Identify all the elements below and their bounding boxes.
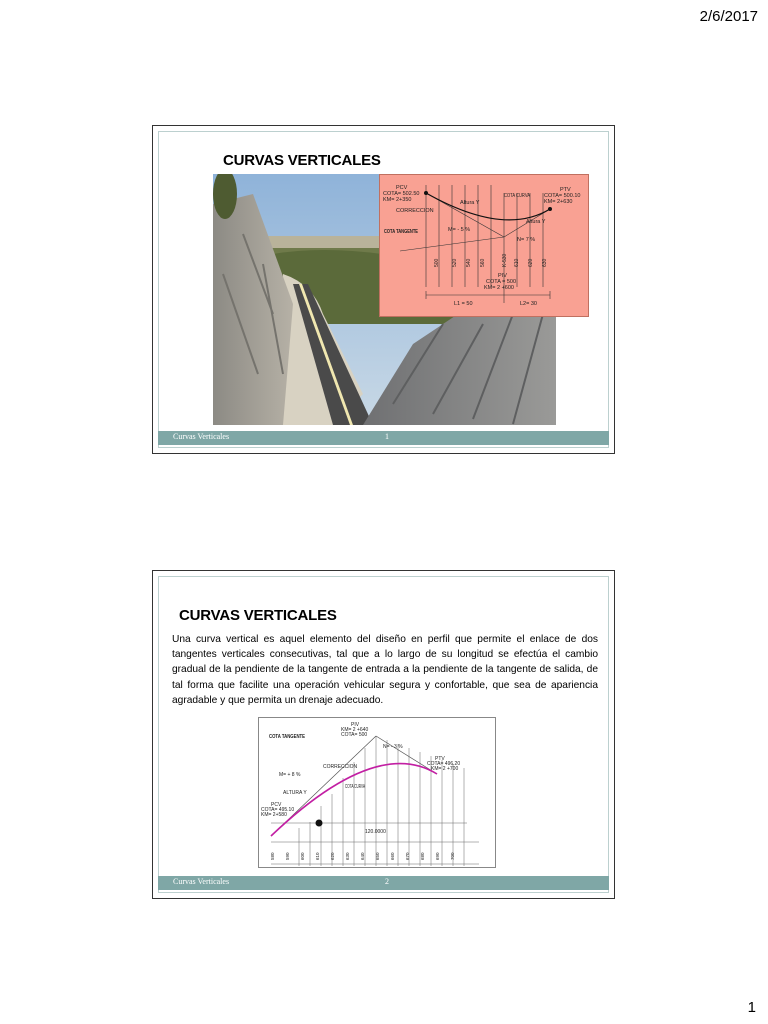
diagram2-tick: 670 [405,852,410,860]
slide-number: 2 [385,877,389,886]
diagram1-tick: 560 [480,258,486,267]
diagram1-tick: 500 [434,258,440,267]
diagram1-tick: 520 [452,258,458,267]
diagram2-piv-cota: COTA= 500 [341,732,368,738]
diagram2-tick: 700 [450,852,455,860]
diagram2-tick: 660 [390,852,395,860]
diagram2-tick: 610 [315,852,320,860]
diagram2-tick: 620 [330,852,335,860]
diagram1-tick: K-530 [502,253,508,267]
vertical-curve-diagram-sag [379,174,589,317]
diagram1-pcv: PCV [396,185,408,191]
slide-2 [152,570,615,899]
slide-footer [158,431,609,445]
slide-footer [158,876,609,890]
diagram1-tick: 610 [514,258,520,267]
diagram1-ptv: PTV [560,187,571,193]
diagram1-tick: 630 [542,258,548,267]
slide-title: CURVAS VERTICALES [223,152,381,169]
diagram2-length: 120.0000 [365,829,386,835]
diagram2-pcv-cota: COTA= 495.10 [261,807,295,813]
diagram1-tick: 540 [466,258,472,267]
diagram1-piv: PIV [498,273,507,279]
diagram2-pcv-km: KM= 2+580 [261,812,287,818]
page-date: 2/6/2017 [699,8,758,25]
diagram2-piv: PIV [351,722,360,728]
slide-1 [152,125,615,454]
diagram2-tick: 680 [420,852,425,860]
diagram1-piv-cota: COTA = 500 [486,279,517,285]
diagram1-l1: L1 = 50 [454,301,473,307]
diagram1-tick: 620 [528,258,534,267]
diagram1-piv-km: KM= 2 +600 [484,285,514,291]
diagram2-m: M= + 8 % [279,772,301,778]
diagram1-pcv-km: KM= 2+350 [383,197,412,203]
footer-title: Curvas Verticales [173,432,230,441]
diagram2-tick: 630 [345,852,350,860]
diagram1-cota-curva: COTA CURVA [504,193,531,199]
footer-title: Curvas Verticales [173,877,230,886]
crest-curve-svg [259,718,495,867]
diagram1-altura-y-left: Altura Y [460,200,480,206]
diagram2-n: N= - 3 % [383,744,403,750]
diagram2-ptv-cota: COTA= 496.20 [427,761,461,767]
diagram1-ptv-km: KM= 2+630 [544,199,573,205]
diagram2-cota-curva: COTA CURVA [345,784,366,790]
diagram1-m: M= - 5 % [448,227,471,233]
diagram2-altura-y: ALTURA Y [283,790,307,796]
slide-body-text: Una curva vertical es aquel elemento del diseño en perfil que permite el enlace de dos tangentes verticales consecutivas, tal que a lo largo de su longitud se efectúa el cambio gradual de la pendiente de la tangente de entrada a la pendiente de la tangente de salida, de tal forma que facilite una operación vehicular segura y confortable, que sea de apariencia agradable y que permita un drenaje adecuado. [172,634,598,706]
diagram2-correccion: CORRECCION [323,764,358,770]
diagram2-tick: 580 [270,852,275,860]
diagram2-tick: 640 [360,852,365,860]
diagram2-tick: 600 [300,852,305,860]
diagram2-ptv: PTV [435,756,445,762]
diagram2-tick: 590 [285,852,290,860]
diagram2-tick: 690 [435,852,440,860]
diagram1-correccion: CORRECCION [396,208,434,214]
diagram1-l2: L2= 30 [520,301,537,307]
diagram1-n: N= 7 % [517,237,536,243]
sag-curve-svg [380,175,588,316]
vertical-curve-diagram-crest [258,717,496,868]
page-number: 1 [747,999,756,1016]
diagram2-tick: 650 [375,852,380,860]
diagram1-pcv-cota: COTA= 502.50 [383,191,420,197]
diagram1-ptv-cota: COTA= 500.10 [544,193,581,199]
diagram2-ptv-km: KM= 2 +700 [431,766,459,772]
diagram1-cota-tangente: COTA TANGENTE [384,229,419,235]
slide-title: CURVAS VERTICALES [179,607,337,624]
slide-number: 1 [385,432,389,441]
diagram1-altura-y-right: Altura Y [526,219,546,225]
diagram2-cota-tangente: COTA TANGENTE [269,734,306,740]
diagram2-pcv: PCV [271,802,282,808]
diagram2-piv-km: KM= 2 +640 [341,727,369,733]
